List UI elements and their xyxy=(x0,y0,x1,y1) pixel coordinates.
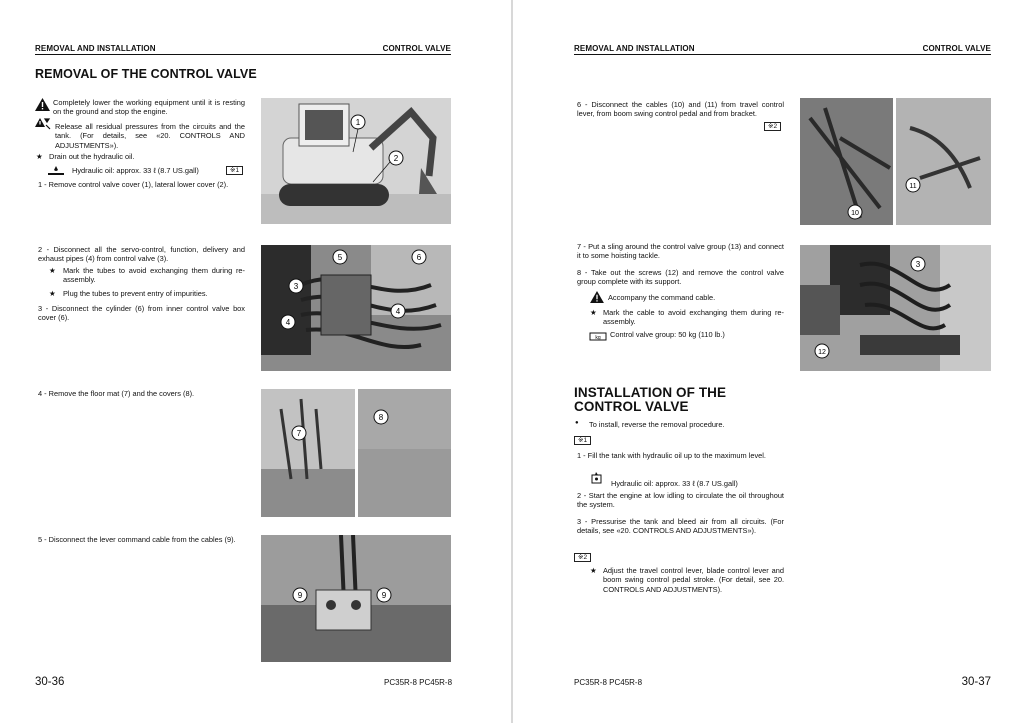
warning-lower-equipment: Completely lower the working equipment until it is resting on the ground and stop the engine. xyxy=(53,98,245,117)
callout-10: 10 xyxy=(851,210,859,217)
star-icon: ★ xyxy=(590,566,597,575)
callout-11: 11 xyxy=(909,183,917,190)
warning-release-pressure: Release all residual pressures from the circuits and the tank. (For details, see «20. CONTROLS AND ADJUSTMENTS»). xyxy=(55,122,245,150)
step-1: 1 - Remove control valve cover (1), lateral lower cover (2). xyxy=(38,180,229,189)
step-6: 6 - Disconnect the cables (10) and (11) from travel control lever, from boom swing control pedal and from bracket. xyxy=(577,100,784,119)
control-valve-group-figure xyxy=(800,245,991,371)
control-valve-pipes-figure xyxy=(261,245,451,371)
callout-4b: 4 xyxy=(395,307,401,316)
callout-9b: 9 xyxy=(381,591,387,600)
star-icon: ★ xyxy=(49,266,56,275)
star-icon: ★ xyxy=(49,289,56,298)
reference-tag-1: ※1 xyxy=(226,166,243,175)
page-title: REMOVAL OF THE CONTROL VALVE xyxy=(35,67,257,81)
callout-1: 1 xyxy=(355,118,361,127)
bullet-icon: ● xyxy=(575,420,579,426)
callout-2: 2 xyxy=(393,154,399,163)
star-icon: ★ xyxy=(590,308,597,317)
oil-can-icon xyxy=(591,471,604,489)
reference-tag-2: ※2 xyxy=(574,553,591,562)
model-name: PC35R-8 PC45R-8 xyxy=(384,678,453,687)
step-8-warning: Accompany the command cable. xyxy=(608,293,716,302)
weight-spec: Control valve group: 50 kg (110 lb.) xyxy=(610,330,725,339)
right-page xyxy=(513,0,1024,723)
excavator-figure xyxy=(261,98,451,224)
step-2-note-plug-tubes: Plug the tubes to prevent entry of impurities. xyxy=(63,289,208,298)
drain-instruction: Drain out the hydraulic oil. xyxy=(49,152,135,161)
step-2: 2 - Disconnect all the servo-control, function, delivery and exhaust pipes (4) from control valve (3). xyxy=(38,245,245,264)
callout-12: 12 xyxy=(818,349,826,356)
pressure-warning-icon xyxy=(34,117,51,136)
callout-9: 9 xyxy=(297,591,303,600)
install-oil-amount: Hydraulic oil: approx. 33 ℓ (8.7 US.gall) xyxy=(611,479,738,488)
svg-text:kg: kg xyxy=(595,335,601,341)
installation-title xyxy=(574,386,726,414)
installation-title-line-1: INSTALLATION OF THE xyxy=(574,385,727,400)
callout-3: 3 xyxy=(915,260,921,269)
header-rule xyxy=(35,54,451,55)
callout-8: 8 xyxy=(378,413,384,422)
header-topic: CONTROL VALVE xyxy=(382,44,451,53)
step-7: 7 - Put a sling around the control valve group (13) and connect it to some hoisting tackle. xyxy=(577,242,784,261)
header-section: REMOVAL AND INSTALLATION xyxy=(35,44,156,53)
callout-5: 5 xyxy=(337,253,343,262)
header-topic: CONTROL VALVE xyxy=(922,44,991,53)
install-step-3: 3 - Pressurise the tank and bleed air from all circuits. (For details, see «20. CONTROLS AND ADJUSTMENTS»). xyxy=(577,517,784,536)
floor-mat-figure xyxy=(261,389,451,517)
step-2-note-mark-tubes: Mark the tubes to avoid exchanging them during re-assembly. xyxy=(63,266,245,285)
header-rule xyxy=(574,54,991,55)
warning-icon xyxy=(35,98,50,116)
install-step-2: 2 - Start the engine at low idling to circulate the oil throughout the system. xyxy=(577,491,784,510)
callout-4: 4 xyxy=(285,318,291,327)
step-8: 8 - Take out the screws (12) and remove the control valve group complete with its support. xyxy=(577,268,784,287)
star-icon: ★ xyxy=(36,152,43,161)
install-step-1: 1 - Fill the tank with hydraulic oil up to the maximum level. xyxy=(577,451,766,460)
installation-title-line-2: CONTROL VALVE xyxy=(574,399,689,414)
oil-drain-icon xyxy=(48,163,64,181)
left-page xyxy=(0,0,511,723)
callout-6: 6 xyxy=(416,253,422,262)
reverse-instruction: To install, reverse the removal procedure. xyxy=(589,420,725,429)
install-note-adjust: Adjust the travel control lever, blade control lever and boom swing control pedal stroke. (For detail, see 20. CONTROLS AND ADJUSTMENTS). xyxy=(603,566,784,594)
step-3: 3 - Disconnect the cylinder (6) from inner control valve box cover (6). xyxy=(38,304,245,323)
page-number: 30-37 xyxy=(961,676,991,688)
model-name: PC35R-8 PC45R-8 xyxy=(574,678,643,687)
page-number: 30-36 xyxy=(35,676,65,688)
weight-icon xyxy=(589,328,607,346)
travel-cables-figure xyxy=(800,98,991,225)
step-4: 4 - Remove the floor mat (7) and the covers (8). xyxy=(38,389,195,398)
lever-cables-figure xyxy=(261,535,451,662)
reference-tag-1: ※1 xyxy=(574,436,591,445)
step-5: 5 - Disconnect the lever command cable from the cables (9). xyxy=(38,535,236,544)
step-8-note: Mark the cable to avoid exchanging them during re-assembly. xyxy=(603,308,784,327)
callout-7: 7 xyxy=(296,429,302,438)
reference-tag-2: ※2 xyxy=(764,122,781,131)
callout-3: 3 xyxy=(293,282,299,291)
header-section: REMOVAL AND INSTALLATION xyxy=(574,44,695,53)
oil-amount: Hydraulic oil: approx. 33 ℓ (8.7 US.gall) xyxy=(72,166,199,175)
warning-icon xyxy=(590,290,604,308)
